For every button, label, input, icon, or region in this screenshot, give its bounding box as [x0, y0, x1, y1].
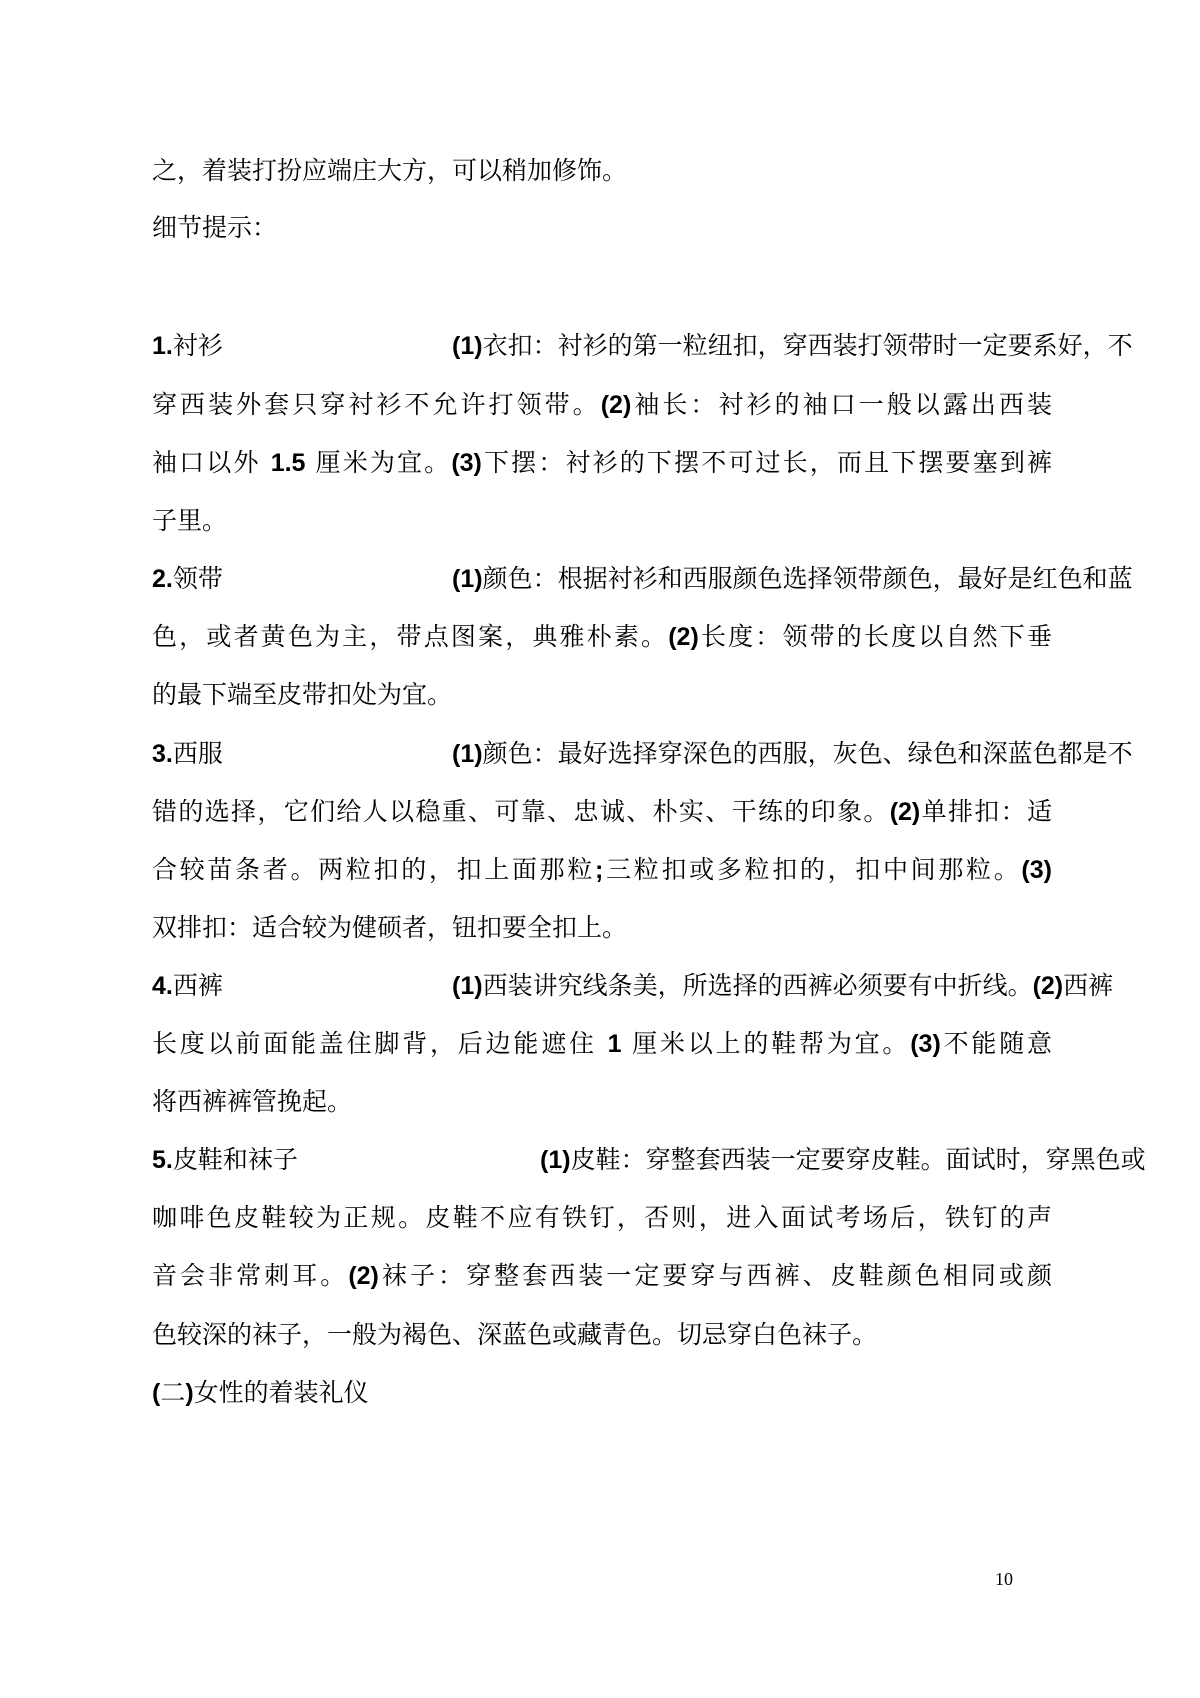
item-tie-line-2: 色，或者黄色为主，带点图案，典雅朴素。(2)长度：领带的长度以自然下垂: [152, 622, 1052, 651]
section-heading: (二)女性的着装礼仪: [152, 1378, 369, 1407]
item-suit-line-2: 错的选择，它们给人以稳重、可靠、忠诚、朴实、干练的印象。(2)单排扣：适: [152, 797, 1052, 826]
item-sub-content: (1)颜色：根据衬衫和西服颜色选择领带颜色，最好是红色和蓝: [452, 564, 1133, 593]
item-title: 衬衫: [172, 331, 223, 360]
page-number: 10: [995, 1569, 1013, 1589]
item-title: 领带: [172, 564, 223, 593]
item-shoes-line-4: 色较深的袜子，一般为褐色、深蓝色或藏青色。切忌穿白色袜子。: [152, 1320, 878, 1349]
item-sub-content: (1)西装讲究线条美，所选择的西裤必须要有中折线。(2)西裤: [452, 971, 1114, 1000]
intro-line-2: 细节提示：: [152, 213, 278, 242]
item-title: 西裤: [172, 971, 223, 1000]
item-number: 5.: [152, 1146, 173, 1174]
intro-line-1: 之，着装打扮应端庄大方，可以稍加修饰。: [152, 156, 628, 185]
item-tie-line-3: 的最下端至皮带扣处为宜。: [152, 680, 453, 709]
item-number: 2.: [152, 565, 173, 593]
item-title: 皮鞋和袜子: [172, 1145, 298, 1174]
item-shirt-line-3: 袖口以外 1.5 厘米为宜。(3)下摆：衬衫的下摆不可过长，而且下摆要塞到裤: [152, 448, 1052, 477]
item-number: 3.: [152, 740, 173, 768]
item-number: 4.: [152, 972, 173, 1000]
item-suit-line-4: 双排扣：适合较为健硕者，钮扣要全扣上。: [152, 913, 628, 942]
item-sub-content: (1)颜色：最好选择穿深色的西服，灰色、绿色和深蓝色都是不: [452, 739, 1133, 768]
item-title: 西服: [172, 739, 223, 768]
item-shirt-line-4: 子里。: [152, 506, 228, 535]
item-sub-content: (1)皮鞋：穿整套西装一定要穿皮鞋。面试时，穿黑色或: [540, 1145, 1146, 1174]
item-shoes-line-1: [152, 1140, 1146, 1180]
item-suit-line-3: 合较苗条者。两粒扣的，扣上面那粒;三粒扣或多粒扣的，扣中间那粒。(3): [152, 855, 1052, 884]
item-trousers-line-3: 将西裤裤管挽起。: [152, 1087, 353, 1116]
item-tie-line-1: [152, 559, 1133, 599]
item-trousers-line-1: [152, 966, 1114, 1006]
item-number: 1.: [152, 332, 173, 360]
item-shoes-line-3: 音会非常刺耳。(2)袜子：穿整套西装一定要穿与西裤、皮鞋颜色相同或颜: [152, 1261, 1052, 1290]
item-trousers-line-2: 长度以前面能盖住脚背，后边能遮住 1 厘米以上的鞋帮为宜。(3)不能随意: [152, 1029, 1052, 1058]
item-shirt-line-2: 穿西装外套只穿衬衫不允许打领带。(2)袖长：衬衫的袖口一般以露出西装: [152, 390, 1052, 419]
item-shoes-line-2: 咖啡色皮鞋较为正规。皮鞋不应有铁钉，否则，进入面试考场后，铁钉的声: [152, 1203, 1052, 1232]
item-sub-content: (1)衣扣：衬衫的第一粒纽扣，穿西装打领带时一定要系好，不: [452, 331, 1133, 360]
item-shirt-line-1: [152, 326, 1133, 366]
item-suit-line-1: [152, 734, 1133, 774]
